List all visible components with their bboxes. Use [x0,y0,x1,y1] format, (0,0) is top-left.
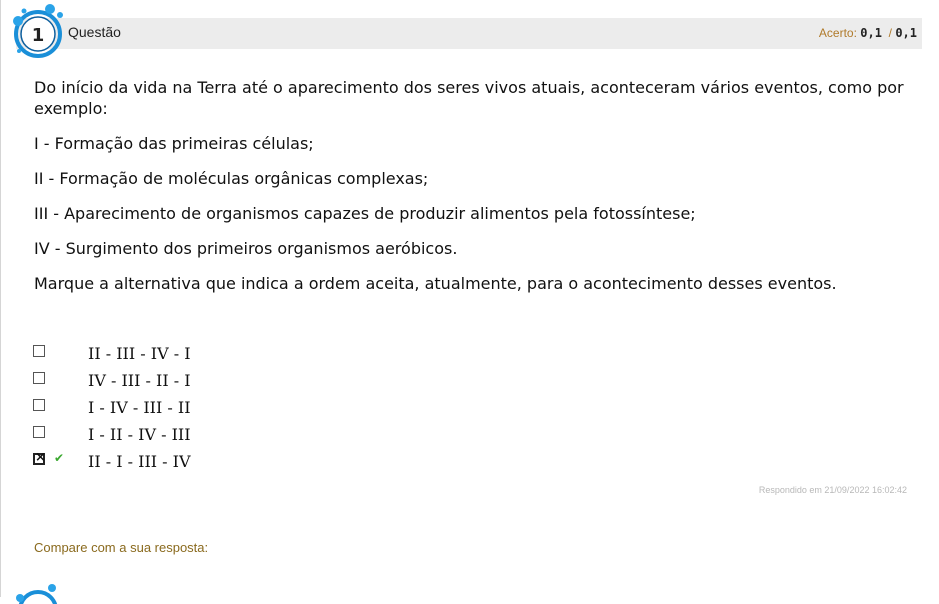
question-prompt: Marque a alternativa que indica a ordem aceita, atualmente, para o acontecimento desses eventos. [34,274,837,293]
option-label: II - I - III - IV [88,452,191,471]
next-question-badge [12,584,62,604]
score-label: Acerto: [818,26,857,40]
compare-answer-label: Compare com a sua resposta: [34,540,209,555]
question-header-bar [16,18,922,49]
option-label: II - III - IV - I [88,344,191,363]
statement-3: III - Aparecimento de organismos capazes de produzir alimentos pela fotossíntese; [34,204,696,223]
bubble-badge-icon [12,584,62,604]
option-checkbox-checked[interactable] [33,453,45,465]
option-label: IV - III - II - I [88,371,191,390]
question-number: 1 [31,25,45,46]
option-checkbox[interactable] [33,345,45,357]
score-total: 0,1 [895,26,917,40]
page-left-border [0,0,1,597]
correct-check-icon: ✔ [54,451,65,465]
score-separator: / [888,26,892,40]
option-label: I - IV - III - II [88,398,191,417]
statement-2: II - Formação de moléculas orgânicas complexas; [34,169,429,188]
option-checkbox[interactable] [33,372,45,384]
score-display [819,26,917,40]
option-checkbox[interactable] [33,426,45,438]
question-number-badge [6,2,68,62]
statement-1: I - Formação das primeiras células; [34,134,314,153]
statement-4: IV - Surgimento dos primeiros organismos aeróbicos. [34,239,458,258]
option-checkbox[interactable] [33,399,45,411]
answered-timestamp: Respondido em 21/09/2022 16:02:42 [758,485,907,495]
option-label: I - II - IV - III [88,425,191,444]
question-title: Questão [68,24,121,40]
score-value: 0,1 [860,26,882,40]
question-body [34,77,914,308]
bubble-badge-icon [6,2,68,62]
question-intro: Do início da vida na Terra até o aparecimento dos seres vivos atuais, aconteceram vários eventos, como por exemplo: [34,78,904,118]
